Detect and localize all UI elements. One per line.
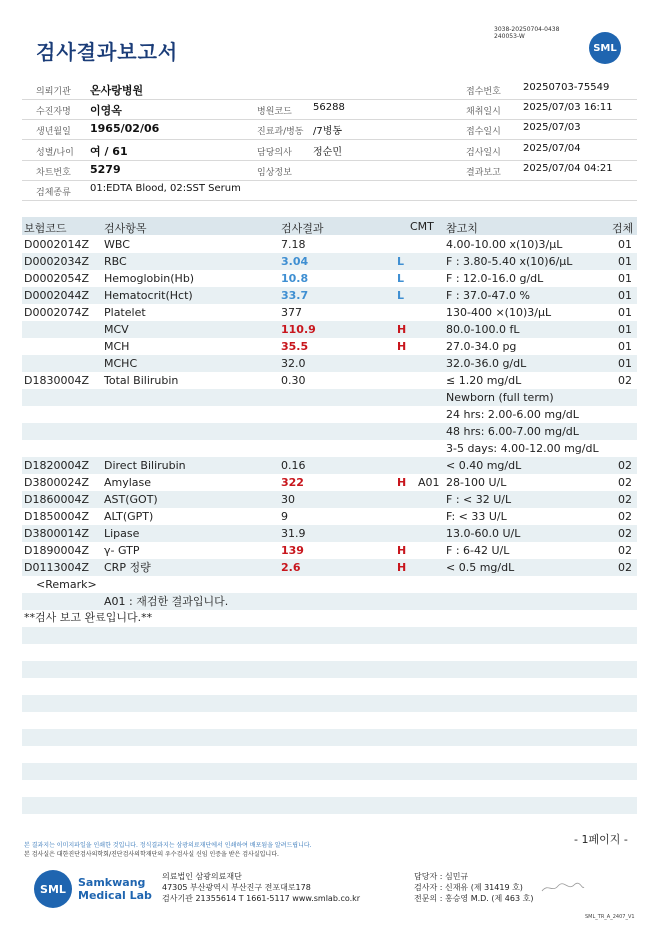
cell-specimen: 01 [618, 289, 632, 302]
sml-logo-icon: SML [589, 32, 621, 64]
specialist-signature [540, 881, 586, 895]
cell-result: 0.30 [281, 374, 306, 387]
staff-specialist: 전문의 : 홍승영 M.D. (제 463 호) [414, 894, 534, 903]
cell-reference: F : 6-42 U/L [446, 544, 510, 557]
cell-flag: L [397, 289, 405, 302]
cell-reference: F: < 33 U/L [446, 510, 507, 523]
org-name: 의료법인 삼광의료재단 [162, 872, 242, 881]
header-field-label: 검체종류 [36, 188, 71, 198]
remark-label: <Remark> [36, 578, 97, 591]
completion-text: **검사 보고 완료입니다.** [24, 611, 153, 624]
header-field-label: 임상정보 [257, 168, 292, 178]
cell-reference: 32.0-36.0 g/dL [446, 357, 527, 370]
blank-row [22, 661, 637, 678]
cell-flag: H [397, 476, 407, 489]
cell-result: 139 [281, 544, 304, 557]
cell-result: 0.16 [281, 459, 306, 472]
col-header-item: 검사항목 [104, 222, 147, 235]
header-field-value: 정순민 [313, 147, 342, 158]
cell-reference: 24 hrs: 2.00-6.00 mg/dL [446, 408, 579, 421]
staff-tester: 검사자 : 신재유 (제 31419 호) [414, 883, 523, 892]
cell-item: WBC [104, 238, 130, 251]
cell-specimen: 02 [618, 459, 632, 472]
blank-row [22, 763, 637, 780]
header-field-value: /7병동 [313, 126, 343, 137]
cell-item: Amylase [104, 476, 152, 489]
image-notice: 본 결과지는 이미지파일을 인쇄한 것입니다. 정식결과지는 삼광의료재단에서 인쇄하여 배포됨을 알려드립니다. [24, 842, 312, 849]
cell-reference: Newborn (full term) [446, 391, 554, 404]
header-field-label: 검사일시 [466, 148, 501, 158]
brand-name-line2: Medical Lab [78, 889, 152, 902]
header-field-label: 차트번호 [36, 168, 71, 178]
cell-flag: L [397, 272, 405, 285]
cell-result: 30 [281, 493, 295, 506]
cell-item: γ- GTP [104, 544, 140, 557]
cell-result: 35.5 [281, 340, 309, 353]
blank-row [22, 729, 637, 746]
cell-flag: L [397, 255, 405, 268]
cell-specimen: 01 [618, 323, 632, 336]
cell-code: D1830004Z [24, 374, 89, 387]
header-field-value: 2025/07/04 04:21 [523, 163, 613, 174]
header-divider [22, 160, 637, 161]
header-field-value: 2025/07/04 [523, 143, 581, 154]
cell-item: Platelet [104, 306, 146, 319]
brand-name [78, 876, 152, 902]
header-field-value: 1965/02/06 [90, 122, 160, 135]
header-field-label: 담당의사 [257, 148, 292, 158]
header-field-label: 진료과/병동 [257, 127, 304, 137]
org-contact: 검사기관 21355614 T 1661-5117 www.smlab.co.kr [162, 894, 361, 903]
cell-specimen: 01 [618, 238, 632, 251]
header-field-value: 여 / 61 [90, 145, 128, 158]
header-field-value: 온사랑병원 [90, 84, 144, 97]
header-field-value: 5279 [90, 163, 121, 176]
cell-code: D3800024Z [24, 476, 89, 489]
cell-reference: 130-400 ×(10)3/μL [446, 306, 552, 319]
brand-name-line1: Samkwang [78, 876, 146, 889]
header-field-label: 접수일시 [466, 127, 501, 137]
cell-reference: F : < 32 U/L [446, 493, 512, 506]
staff-info [414, 871, 533, 904]
cell-flag: H [397, 544, 407, 557]
footer-sml-logo-icon: SML [34, 870, 72, 908]
header-divider [22, 200, 637, 201]
cell-result: 2.6 [281, 561, 301, 574]
cell-item: Total Bilirubin [104, 374, 179, 387]
cell-specimen: 02 [618, 527, 632, 540]
cell-result: 3.04 [281, 255, 309, 268]
cell-reference: 4.00-10.00 x(10)3/μL [446, 238, 563, 251]
cell-code: D1820004Z [24, 459, 89, 472]
cell-specimen: 01 [618, 340, 632, 353]
cell-code: D0002044Z [24, 289, 89, 302]
cell-code: D0113004Z [24, 561, 89, 574]
header-field-label: 병원코드 [257, 107, 292, 117]
header-field-label: 생년월일 [36, 127, 71, 137]
cell-item: Direct Bilirubin [104, 459, 186, 472]
page-number: - 1페이지 - [574, 833, 628, 846]
cell-reference: < 0.40 mg/dL [446, 459, 522, 472]
blank-row [22, 627, 637, 644]
header-field-label: 의뢰기관 [36, 87, 71, 97]
header-divider [22, 99, 637, 100]
document-id-line2: 240053-W [494, 33, 525, 40]
header-field-value: 01:EDTA Blood, 02:SST Serum [90, 183, 241, 194]
cell-item: Hemoglobin(Hb) [104, 272, 195, 285]
cell-specimen: 01 [618, 255, 632, 268]
header-divider [22, 180, 637, 181]
cell-specimen: 02 [618, 476, 632, 489]
header-divider [22, 139, 637, 140]
cell-code: D0002074Z [24, 306, 89, 319]
blank-row [22, 695, 637, 712]
header-field-value: 2025/07/03 [523, 122, 581, 133]
cell-code: D1850004Z [24, 510, 89, 523]
cell-item: Lipase [104, 527, 140, 540]
form-code: SML_TR_A_2407_V1 [585, 914, 635, 920]
cell-code: D0002054Z [24, 272, 89, 285]
cell-specimen: 01 [618, 306, 632, 319]
document-id-line1: 3038-20250704-0438 [494, 26, 560, 33]
header-field-label: 채취일시 [466, 107, 501, 117]
cell-reference: 27.0-34.0 pg [446, 340, 517, 353]
cell-code: D0002014Z [24, 238, 89, 251]
cell-result: 110.9 [281, 323, 316, 336]
cell-specimen: 02 [618, 544, 632, 557]
cell-reference: < 0.5 mg/dL [446, 561, 515, 574]
col-header-specimen: 검체 [612, 222, 634, 235]
cell-reference: F : 3.80-5.40 x(10)6/μL [446, 255, 573, 268]
cell-specimen: 02 [618, 561, 632, 574]
cell-reference: F : 37.0-47.0 % [446, 289, 530, 302]
cell-result: 7.18 [281, 238, 306, 251]
remark-text: A01 : 재검한 결과입니다. [104, 595, 229, 608]
cell-specimen: 02 [618, 510, 632, 523]
report-title: 검사결과보고서 [36, 40, 179, 64]
cell-cmt: A01 [418, 476, 440, 489]
header-field-value: 56288 [313, 102, 345, 113]
cell-reference: 3-5 days: 4.00-12.00 mg/dL [446, 442, 599, 455]
cell-item: MCHC [104, 357, 138, 370]
cell-specimen: 01 [618, 357, 632, 370]
document-id [494, 26, 559, 40]
cell-flag: H [397, 323, 407, 336]
cell-reference: 80.0-100.0 fL [446, 323, 520, 336]
cell-flag: H [397, 561, 407, 574]
col-header-reference: 참고치 [446, 222, 478, 235]
col-header-code: 보험코드 [24, 222, 67, 235]
header-field-label: 접수번호 [466, 87, 501, 97]
cell-result: 33.7 [281, 289, 309, 302]
cell-reference: 28-100 U/L [446, 476, 507, 489]
cell-reference: F : 12.0-16.0 g/dL [446, 272, 544, 285]
cell-code: D3800014Z [24, 527, 89, 540]
cell-item: RBC [104, 255, 127, 268]
cell-code: D0002034Z [24, 255, 89, 268]
cell-item: Hematocrit(Hct) [104, 289, 193, 302]
header-field-value: 20250703-75549 [523, 82, 610, 93]
org-address: 47305 부산광역시 부산진구 전포대로178 [162, 883, 311, 892]
header-field-value: 이영옥 [90, 104, 122, 117]
cell-result: 322 [281, 476, 304, 489]
cell-item: ALT(GPT) [104, 510, 154, 523]
accreditation-notice: 본 검사실은 대한진단검사의학회/진단검사의학재단의 우수검사실 신임 인증을 받은 검사실입니다. [24, 851, 279, 858]
cell-reference: 48 hrs: 6.00-7.00 mg/dL [446, 425, 579, 438]
cell-specimen: 02 [618, 493, 632, 506]
blank-row [22, 797, 637, 814]
header-field-label: 결과보고 [466, 168, 501, 178]
cell-reference: ≤ 1.20 mg/dL [446, 374, 522, 387]
cell-result: 9 [281, 510, 288, 523]
cell-result: 377 [281, 306, 302, 319]
staff-manager: 담당자 : 심민규 [414, 872, 469, 881]
cell-code: D1890004Z [24, 544, 89, 557]
cell-result: 32.0 [281, 357, 306, 370]
header-field-label: 수진자명 [36, 107, 71, 117]
cell-result: 10.8 [281, 272, 309, 285]
cell-result: 31.9 [281, 527, 306, 540]
header-field-value: 2025/07/03 16:11 [523, 102, 613, 113]
cell-code: D1860004Z [24, 493, 89, 506]
header-divider [22, 119, 637, 120]
cell-item: AST(GOT) [104, 493, 158, 506]
organization-info [162, 871, 360, 904]
cell-item: CRP 정량 [104, 561, 151, 574]
col-header-result: 검사결과 [281, 222, 324, 235]
cell-specimen: 02 [618, 374, 632, 387]
col-header-cmt: CMT [410, 220, 434, 233]
header-field-label: 성별/나이 [36, 148, 74, 158]
cell-item: MCH [104, 340, 130, 353]
cell-flag: H [397, 340, 407, 353]
cell-item: MCV [104, 323, 129, 336]
cell-specimen: 01 [618, 272, 632, 285]
cell-reference: 13.0-60.0 U/L [446, 527, 521, 540]
